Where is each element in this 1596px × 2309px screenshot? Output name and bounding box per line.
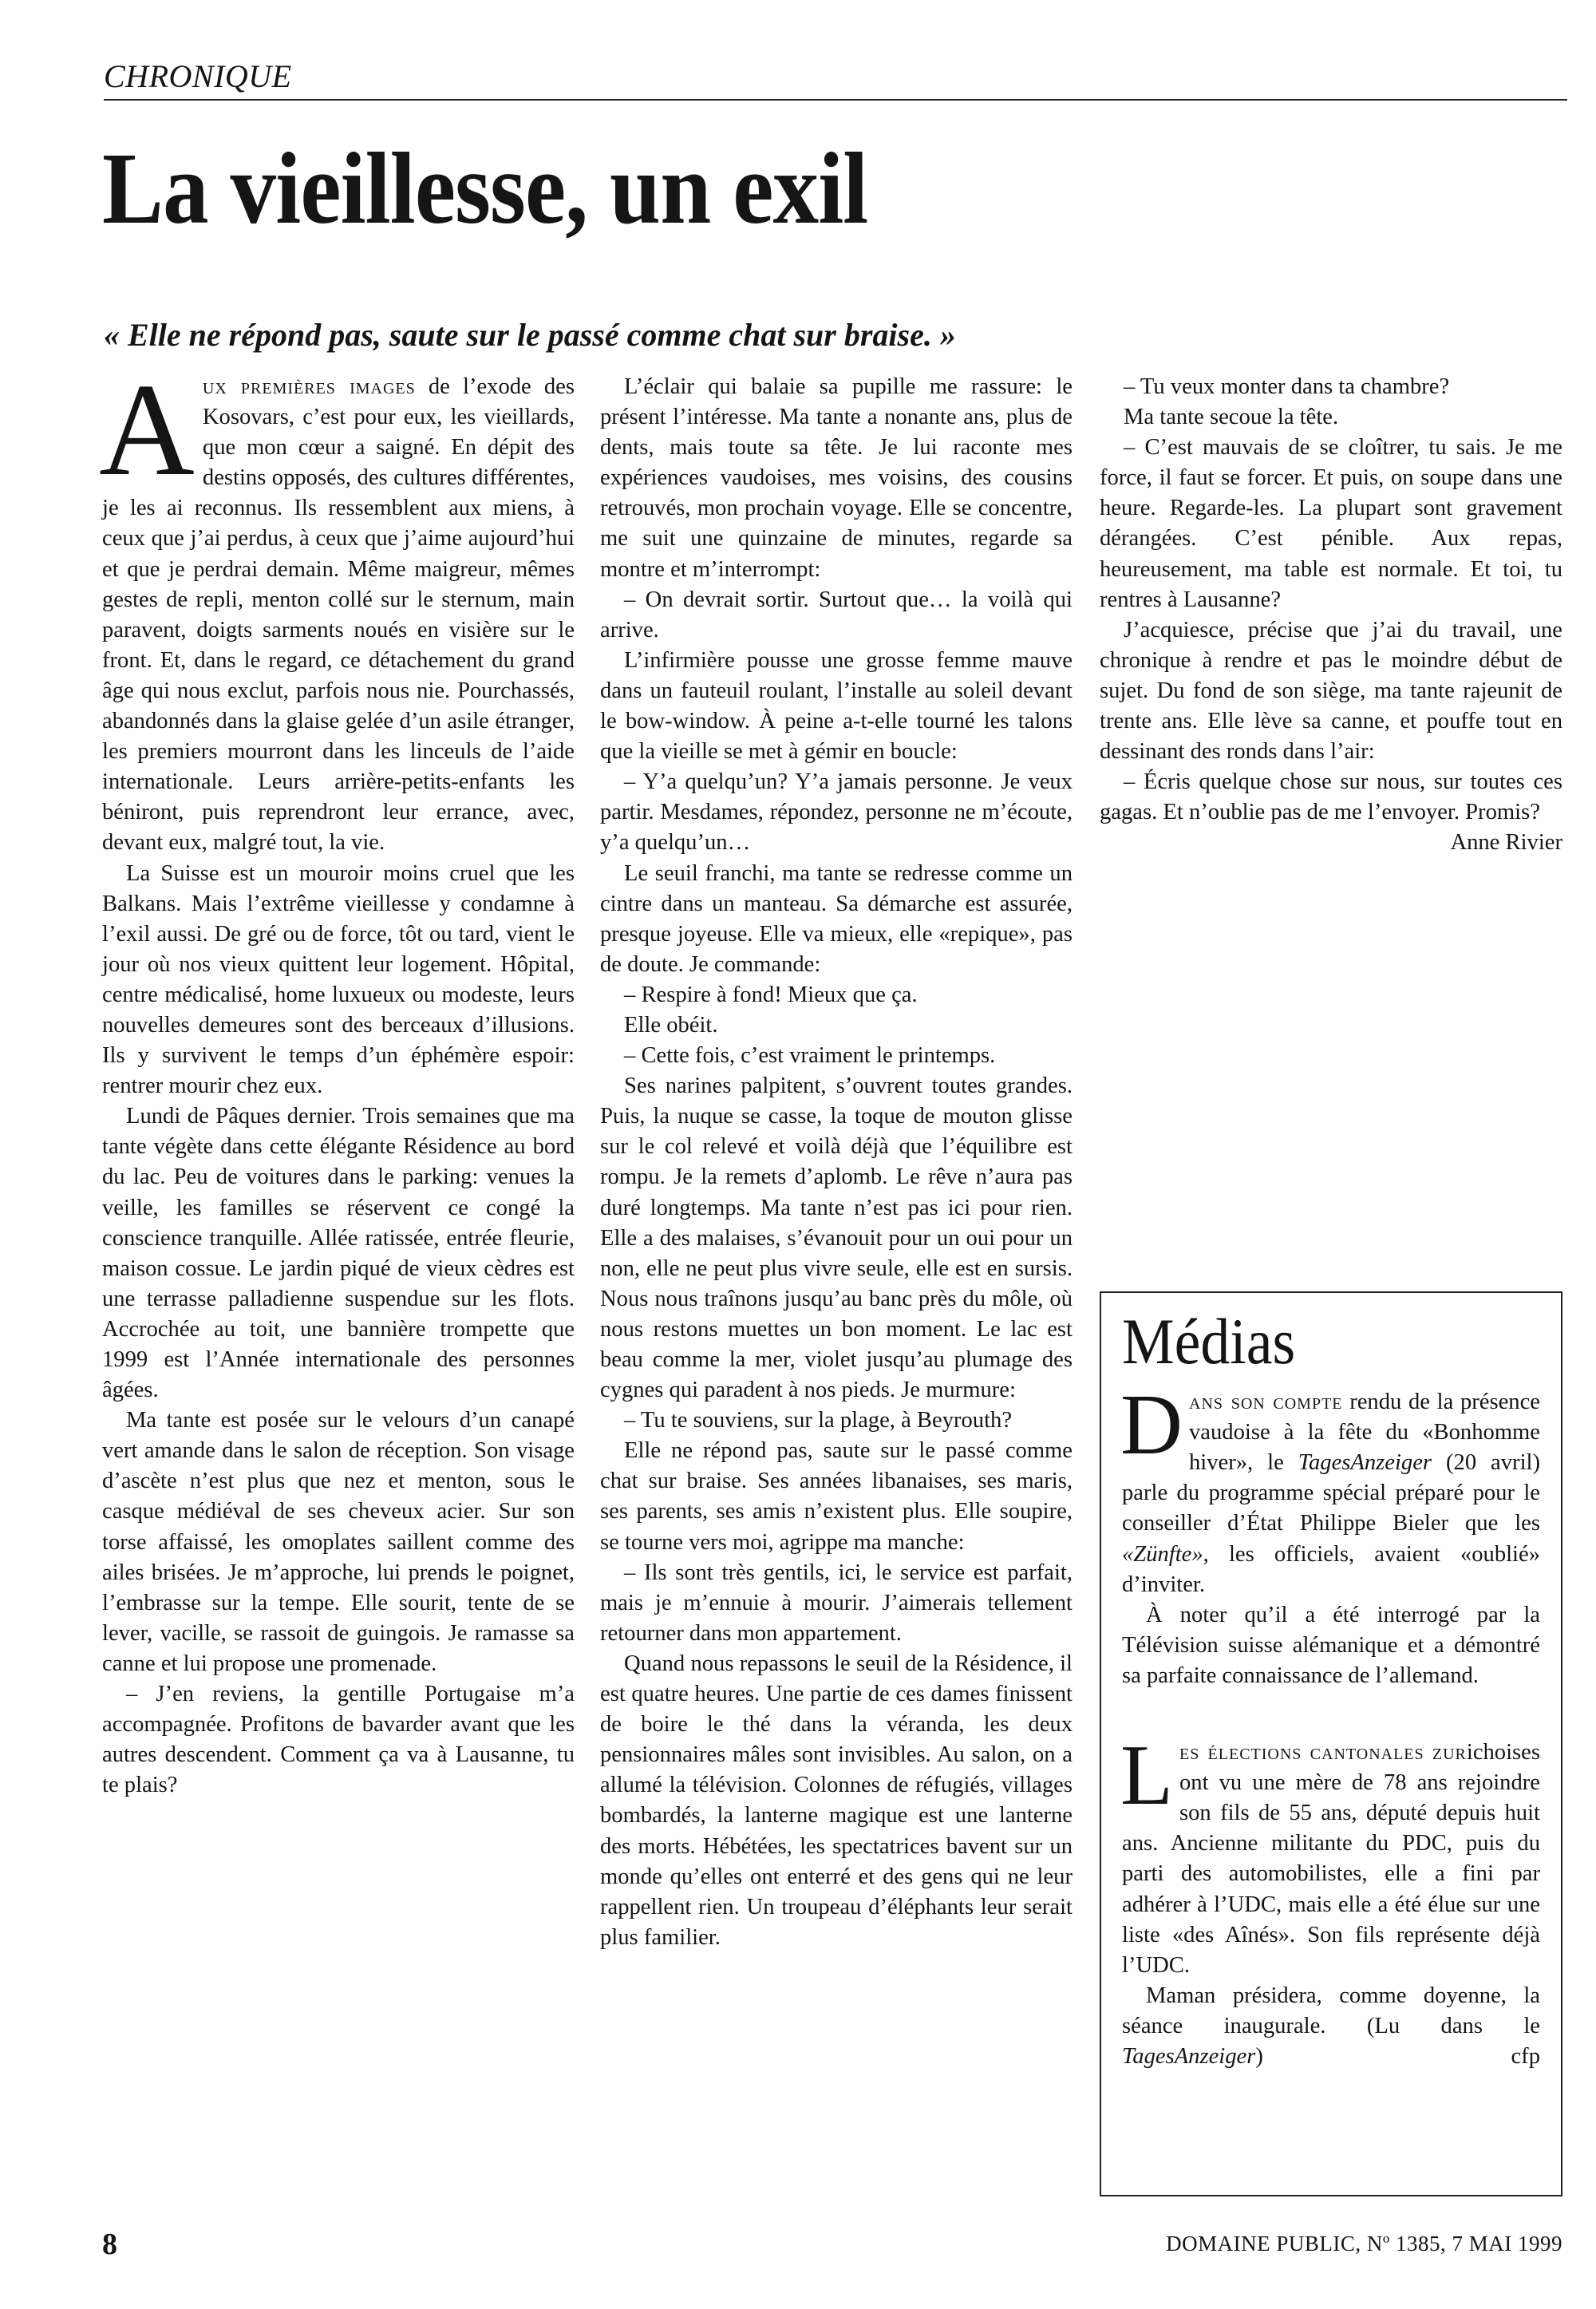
article-paragraph: L’infirmière pousse une grosse femme mauve dans un fauteuil roulant, l’installe au soleil devant le bow-window. À peine a-t-elle tourné les talons que la vieille se met à gémir en boucle: (600, 647, 1073, 765)
article-paragraph: Ma tante secoue la tête. (1124, 405, 1339, 430)
article-paragraph: – Cette fois, c’est vraiment le printemps. (624, 1043, 996, 1069)
medias-box (1100, 1291, 1562, 2196)
article-paragraph: – J’en reviens, la gentille Portugaise m’a accompagnée. Profitons de bavarder avant que les autres descendent. Comment ça va à Lausanne, tu te plais? (102, 1682, 575, 1798)
article-column-3 (1100, 372, 1562, 859)
headline: La vieillesse, un exil (102, 132, 868, 245)
article-paragraph: – Écris quelque chose sur nous, sur toutes ces gagas. Et n’oublie pas de me l’envoyer. Promis? (1100, 769, 1562, 825)
box-paragraph: Maman présidera, comme doyenne, la séance inaugurale. (Lu dans le TagesAnzeiger) cfp (1122, 1981, 1540, 2072)
article-paragraph: Ses narines palpitent, s’ouvrent toutes grandes. Puis, la nuque se casse, la toque de mouton glisse sur le col relevé et voilà déjà que l’équilibre est rompu. Je la remets d’aplomb. Le rêve n’aura pas duré longtemps. Ma tante n’est pas ici pour rien. Elle a des malaises, s’évanouit pour un oui pour un non, elle ne peut plus vivre seule, elle est en sursis. Nous nous traînons jusqu’au banc près du môle, où nous restons muettes un bon moment. Le lac est beau comme la mer, violet jusqu’au plumage des cygnes qui paradent à nos pieds. Je murmure: (600, 1073, 1073, 1403)
article-paragraph: – Tu veux monter dans ta chambre? (1124, 374, 1450, 399)
lead-in: es élections cantonales zur (1179, 1740, 1467, 1765)
article-paragraph: J’acquiesce, précise que j’ai du travail, une chronique à rendre et pas le moindre début de sujet. Du fond de son siège, ma tante rajeunit de trente ans. Elle lève sa canne, et pouffe tout en dessinant des ronds dans l’air: (1100, 617, 1562, 765)
author-signature: Anne Rivier (1450, 830, 1562, 856)
signature-line (1100, 828, 1562, 858)
article-paragraph: – Y’a quelqu’un? Y’a jamais personne. Je veux partir. Mesdames, répondez, personne ne m’écoute, y’a quelqu’un… (600, 769, 1073, 856)
author-initials: cfp (1511, 2043, 1540, 2069)
medias-item-2 (1120, 1728, 1540, 2072)
header-rule (104, 99, 1567, 101)
article-paragraph: Ma tante est posée sur le velours d’un canapé vert amande dans le salon de réception. Son visage d’ascète n’est plus que nez et menton, sous le casque médiéval de ses cheveux acier. Sur son torse affaissé, les omoplates saillent comme des ailes brisées. Je m’approche, lui prends le poignet, l’embrasse sur la tempe. Elle sourit, tente de se lever, vacille, se rassoit de guingois. Je ramasse sa canne et lui propose une promenade. (102, 1408, 575, 1676)
term-zunfte: «Zünfte» (1122, 1541, 1203, 1567)
article-paragraph: La Suisse est un mouroir moins cruel que les Balkans. Mais l’extrême vieillesse y condamne à l’exil aussi. De gré ou de force, tôt ou tard, vient le jour où nos vieux quittent leur logement. Hôpital, centre médicalisé, home luxueux ou modeste, leurs nouvelles demeures sont des berceaux d’illusions. Ils y survivent le temps d’un éphémère espoir: rentrer mourir chez eux. (102, 860, 575, 1099)
article-paragraph: Aux premières images de l’exode des Kosovars, c’est pour eux, les vieillards, que mon cœur a saigné. En dépit des destins opposés, des cultures différentes, je les ai reconnus. Ils ressemblent aux miens, à ceux que j’ai perdus, à ceux que j’aime aujourd’hui et que je perdrai demain. Même maigreur, mêmes gestes de repli, menton collé sur le sternum, main paravent, doigts sarments noués en visière sur le front. Et, dans le regard, ce détachement du grand âge qui nous exclut, parfois nous nie. Pourchassés, abandonnés dans la glaise gelée d’un asile étranger, les premiers mourront dans les linceuls de l’aide internationale. Leurs arrière-petits-enfants les béniront, puis reprendront leur errance, avec, devant eux, malgré tout, la vie. (99, 356, 575, 856)
newspaper-name: TagesAnzeiger (1298, 1450, 1432, 1476)
article-paragraph: Le seuil franchi, ma tante se redresse comme un cintre dans un manteau. Sa démarche est assurée, presque joyeuse. Elle va mieux, elle «repique», pas de doute. Je commande: (600, 860, 1073, 977)
article-paragraph: – Respire à fond! Mieux que ça. (624, 982, 918, 1007)
drop-cap: D (1120, 1378, 1183, 1473)
article-column-2 (600, 372, 1073, 1953)
article-paragraph: – Tu te souviens, sur la plage, à Beyrouth? (624, 1408, 1013, 1433)
article-paragraph: – Ils sont très gentils, ici, le service est parfait, mais je m’ennuie à mourir. J’aimerais tellement retourner dans mon appartement. (600, 1560, 1073, 1646)
box-title: Médias (1122, 1305, 1296, 1378)
box-paragraph: Les élections cantonales zurichoises ont vu une mère de 78 ans rejoindre son fils de 55 ans, député depuis huit ans. Ancienne militante du PDC, puis du parti des automobilistes, elle a fini par adhérer à l’UDC, mais elle a été élue sur une liste «des Aînés». Son fils représente déjà l’UDC. (1120, 1728, 1540, 1978)
lead-in: ux premières images (202, 374, 416, 399)
article-paragraph: Quand nous repassons le seuil de la Résidence, il est quatre heures. Une partie de ces dames finissent de boire le thé dans la véranda, les deux pensionnaires mâles sont invisibles. Au salon, on a allumé la télévision. Colonnes de réfugiés, villages bombardés, la lanterne magique est une lanterne des morts. Hébétées, les spectatrices bavent sur un monde qu’elles ont enterré et des gens qui ne leur rappellent rien. Un troupeau d’éléphants leur serait plus familier. (600, 1651, 1073, 1950)
newspaper-name: TagesAnzeiger (1122, 2043, 1256, 2069)
article-paragraph: Elle ne répond pas, saute sur le passé comme chat sur braise. Ses années libanaises, ses maris, ses parents, ses amis n’existent plus. Elle soupire, se tourne vers moi, agrippe ma manche: (600, 1438, 1073, 1555)
article-column-1 (99, 356, 575, 1801)
article-paragraph: – C’est mauvais de se cloîtrer, tu sais. Je me force, il faut se forcer. Et puis, on soupe dans une heure. Regarde-les. La plupart sont gravement dérangées. C’est pénible. Aux repas, heureusement, ma table est normale. Et toi, tu rentres à Lausanne? (1100, 435, 1562, 612)
rubric: CHRONIQUE (104, 58, 292, 94)
medias-item-1 (1120, 1378, 1540, 1691)
article-paragraph: Elle obéit. (624, 1012, 718, 1038)
drop-cap: A (99, 356, 195, 503)
article-paragraph: Lundi de Pâques dernier. Trois semaines que ma tante végète dans cette élégante Résidence au bord du lac. Peu de voitures dans le parking: venues la veille, les familles se réservent ce congé la conscience tranquille. Allée ratissée, entrée fleurie, maison cossue. Le jardin piqué de vieux cèdres est une terrasse palladienne suspendue sur les flots. Accrochée au toit, une bannière trompette que 1999 est l’Année internationale des personnes âgées. (102, 1104, 575, 1403)
page-number: 8 (102, 2228, 117, 2261)
publication-info: DOMAINE PUBLIC, Nº 1385, 7 MAI 1999 (1166, 2232, 1562, 2256)
drop-cap: L (1120, 1728, 1173, 1824)
box-paragraph: Dans son compte rendu de la présence vaudoise à la fête du «Bonhomme hiver», le TagesAnzeiger (20 avril) parle du programme spécial préparé pour le conseiller d’État Philippe Bieler que les «Zünfte», les officiels, avaient «oublié» d’inviter. (1120, 1378, 1540, 1597)
article-paragraph: – On devrait sortir. Surtout que… la voilà qui arrive. (600, 587, 1073, 642)
box-paragraph: À noter qu’il a été interrogé par la Télévision suisse alémanique et a démontré sa parfaite connaissance de l’allemand. (1122, 1602, 1540, 1688)
article-paragraph: L’éclair qui balaie sa pupille me rassure: le présent l’intéresse. Ma tante a nonante ans, plus de dents, mais toute sa tête. Je lui raconte mes expériences vaudoises, mes voisins, des cousins retrouvés, mon prochain voyage. Elle se concentre, me suit une quinzaine de minutes, regarde sa montre et m’interrompt: (600, 374, 1073, 582)
pull-quote: « Elle ne répond pas, saute sur le passé comme chat sur braise. » (104, 317, 956, 353)
lead-in: ans son compte (1189, 1390, 1343, 1415)
